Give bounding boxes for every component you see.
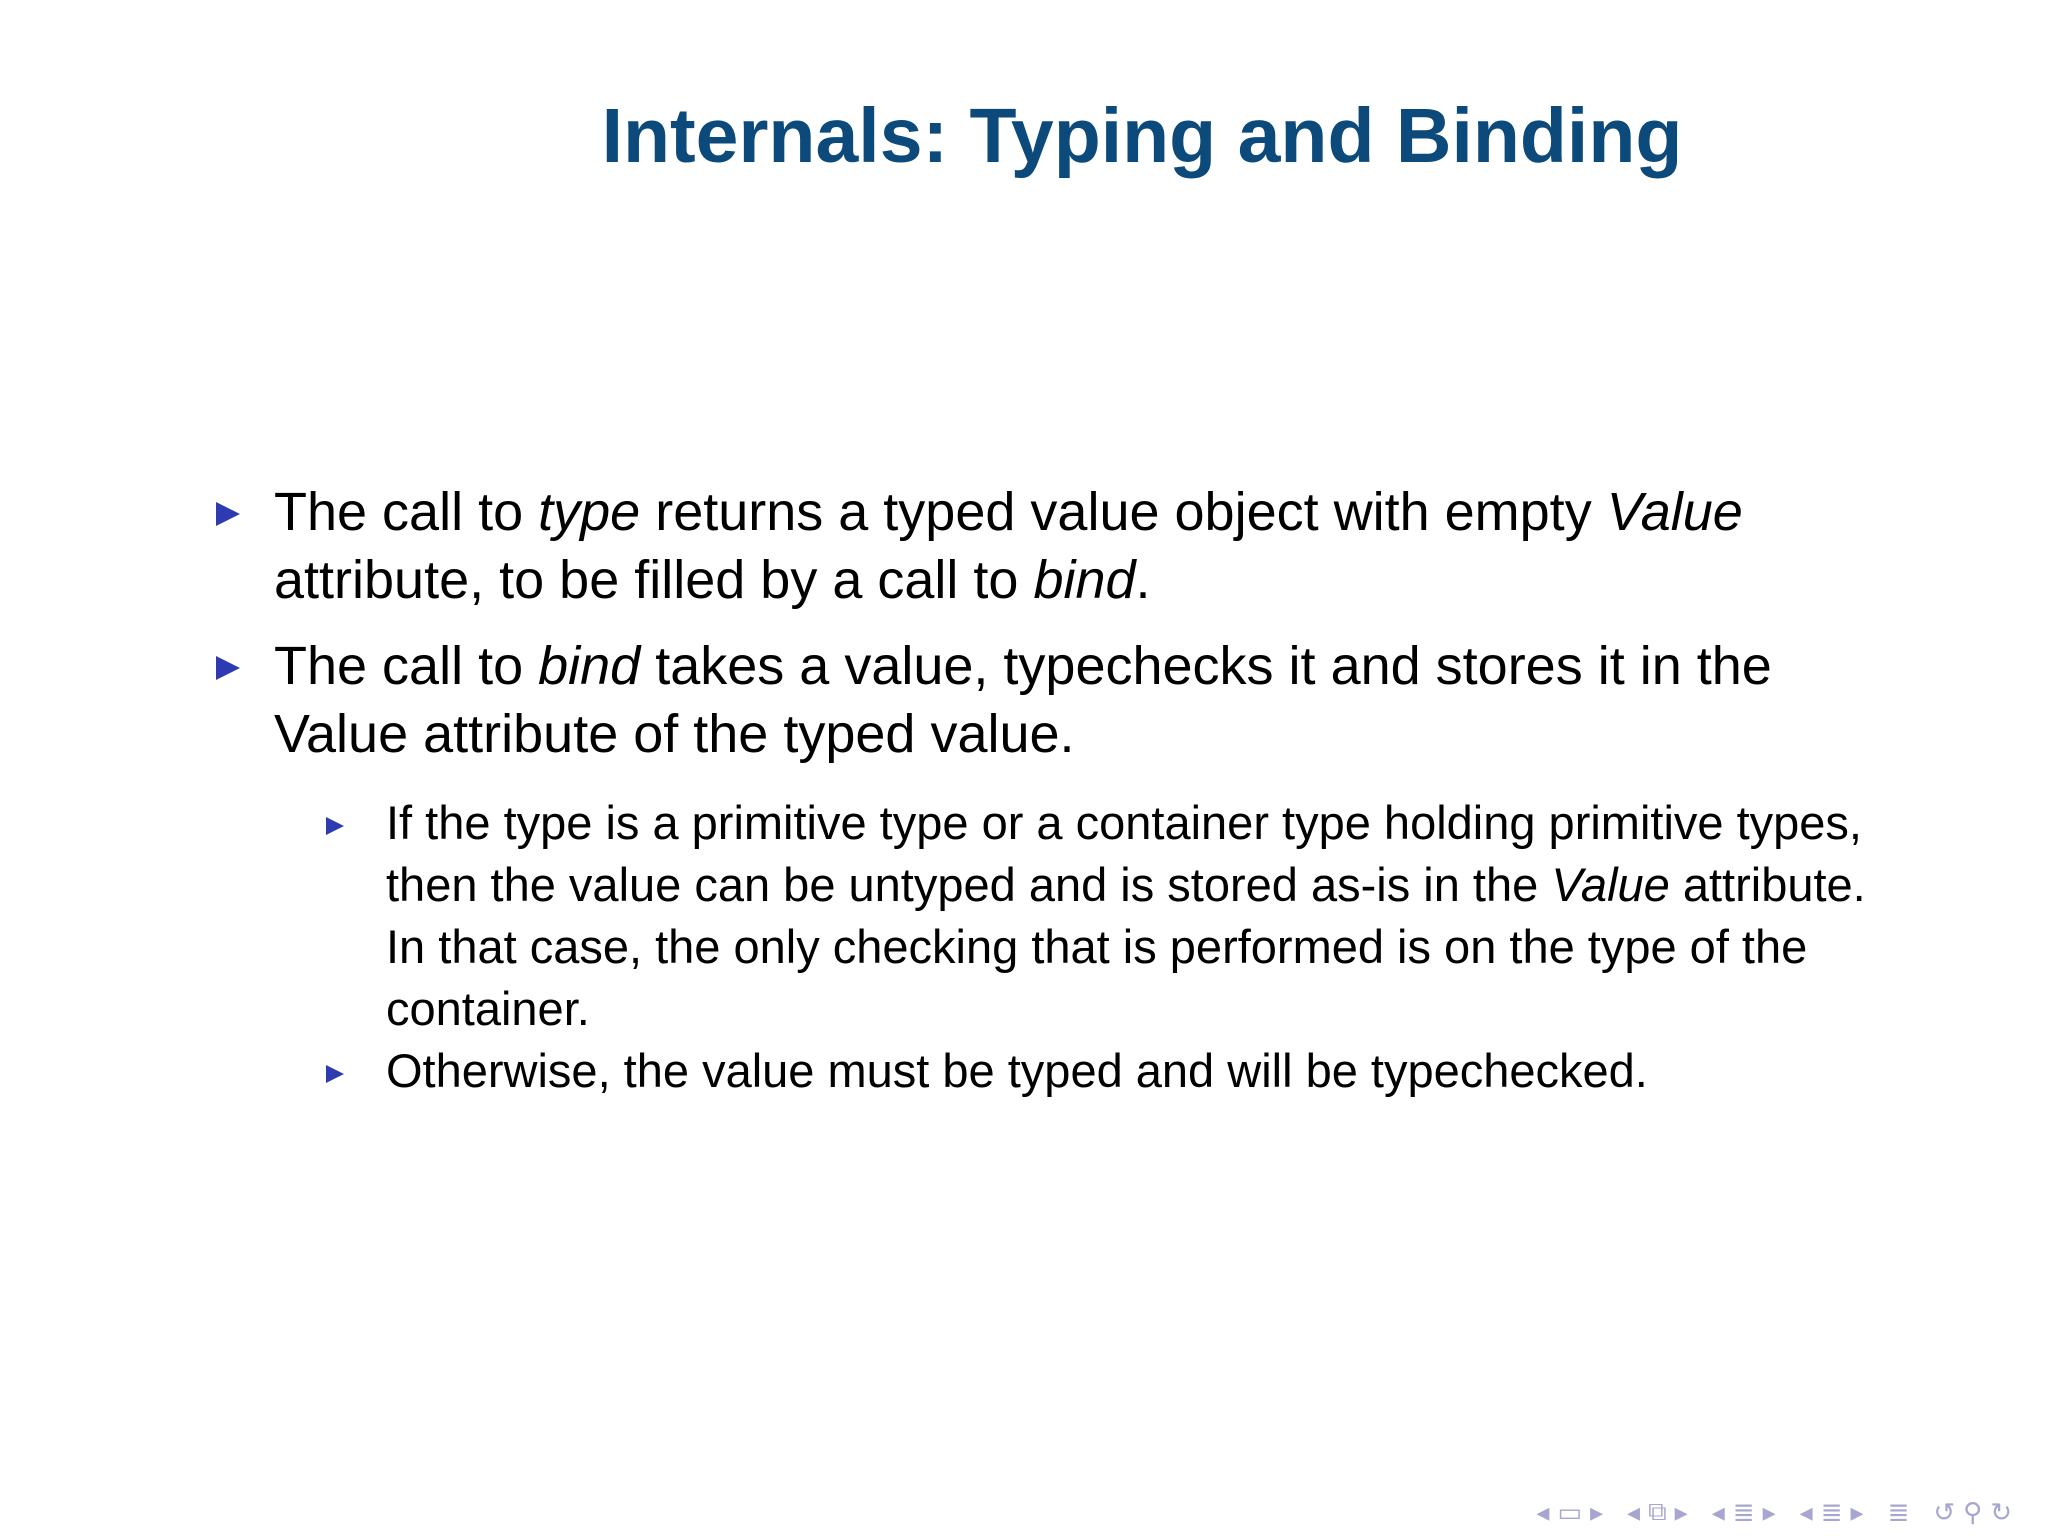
- bullet-text: attribute, to be filled by a call to: [274, 550, 1034, 610]
- bullet-text: returns a typed value object with empty: [640, 482, 1607, 542]
- bullet-text: .: [1135, 550, 1151, 610]
- undo-icon[interactable]: ↺: [1933, 1497, 1956, 1528]
- document-icon[interactable]: ≣: [1820, 1497, 1843, 1528]
- bullet-item: [212, 478, 1912, 614]
- bullet-item: [212, 632, 1912, 1102]
- subbullet-text: Otherwise, the value must be typed and will be typechecked.: [386, 1044, 1648, 1097]
- toc-icon[interactable]: ≣: [1887, 1497, 1910, 1528]
- frame-icon[interactable]: ▭: [1557, 1497, 1582, 1528]
- bullet-triangle-icon: [216, 502, 240, 526]
- subbullet-item: [324, 792, 1886, 1040]
- subbullet-item: [324, 1040, 1886, 1102]
- subbullet-text: If the type is a primitive type or a container type holding primitive types, then the value can be untyped and is stored as-is in the: [386, 796, 1862, 911]
- nav-next-icon[interactable]: ▸: [1589, 1497, 1604, 1528]
- nav-next-icon[interactable]: ▸: [1674, 1497, 1688, 1528]
- slide-content: [212, 478, 1912, 1120]
- bullet-text: takes a value, typechecks it and stores it in the Value attribute of the typed value.: [274, 636, 1772, 764]
- subbullet-list: [324, 792, 1912, 1102]
- slide-title: Internals: Typing and Binding: [601, 93, 1683, 179]
- subbullet-triangle-icon: [326, 817, 344, 835]
- bullet-text: The call to: [274, 636, 539, 696]
- beamer-navigation-bar: [1536, 1497, 2026, 1528]
- subsection-icon[interactable]: ⧉: [1648, 1497, 1667, 1527]
- nav-prev-icon[interactable]: ◂: [1627, 1497, 1641, 1528]
- bullet-text-italic: bind: [1033, 550, 1136, 610]
- nav-prev-icon[interactable]: ◂: [1799, 1497, 1813, 1528]
- subbullet-text: attribute. In that case, the only checking that is performed is on the type of the container.: [386, 858, 1866, 1035]
- redo-icon[interactable]: ↻: [1990, 1497, 2012, 1528]
- nav-next-icon[interactable]: ▸: [1762, 1497, 1776, 1528]
- bullet-text-italic: Value: [1606, 482, 1743, 542]
- bullet-text-italic: bind: [538, 636, 641, 696]
- subbullet-triangle-icon: [326, 1065, 344, 1083]
- section-icon[interactable]: ≣: [1732, 1497, 1755, 1528]
- nav-prev-icon[interactable]: ◂: [1536, 1497, 1550, 1528]
- bullet-triangle-icon: [216, 656, 240, 680]
- subbullet-text-italic: Value: [1551, 858, 1670, 911]
- bullet-text: The call to: [274, 482, 539, 542]
- search-icon[interactable]: ⚲: [1963, 1497, 1983, 1528]
- bullet-text-italic: type: [538, 482, 641, 542]
- nav-next-icon[interactable]: ▸: [1850, 1497, 1864, 1528]
- nav-prev-icon[interactable]: ◂: [1711, 1497, 1725, 1528]
